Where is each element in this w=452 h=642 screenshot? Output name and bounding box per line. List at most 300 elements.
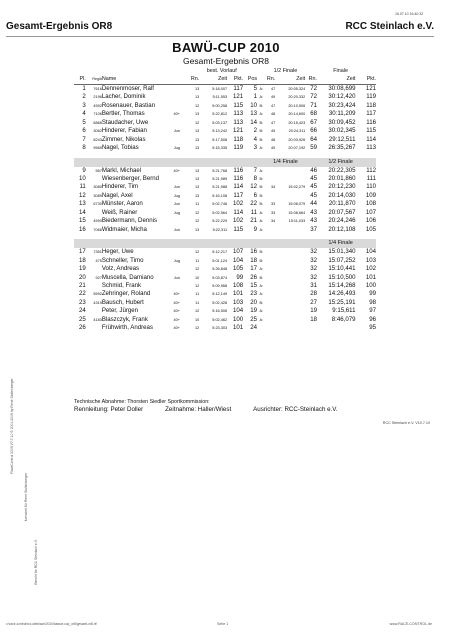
cell-reg-number: 2196 bbox=[93, 95, 102, 100]
cell-final-rounds: 28 bbox=[310, 290, 317, 298]
cell-reg-number bbox=[86, 324, 102, 332]
cell-heat-group: B: bbox=[259, 300, 264, 305]
cell-semi-rounds: 49 bbox=[271, 129, 276, 134]
cell-position: 18 bbox=[250, 256, 258, 264]
cell-final-time: 29:12,511 bbox=[328, 135, 356, 143]
cell-final-time: 30:08,699 bbox=[328, 84, 356, 92]
cell-reg-number: 475 bbox=[95, 258, 102, 263]
cell-reg-number bbox=[86, 282, 102, 290]
cell-points: 121 bbox=[232, 93, 244, 101]
cell-total-points: 106 bbox=[365, 217, 376, 225]
cell-heat-group: A: bbox=[259, 112, 264, 117]
cell-reg-number: 7066 bbox=[93, 227, 102, 232]
cell-place: 23 bbox=[78, 298, 86, 306]
cell-driver-name: Zehringer, Roland bbox=[101, 290, 151, 298]
cell-place: 13 bbox=[78, 200, 86, 208]
cell-points: 100 bbox=[232, 315, 244, 323]
cell-class: Jun bbox=[173, 185, 180, 190]
cell-final-rounds: 71 bbox=[310, 101, 317, 109]
column-header: Pl. bbox=[74, 75, 86, 84]
table-row bbox=[74, 217, 376, 225]
header-spacer bbox=[257, 67, 266, 75]
cell-semi-rounds bbox=[266, 282, 276, 290]
cell-driver-name: Muscella, Damiano bbox=[101, 273, 154, 281]
header-best-heat: best. Vorlauf bbox=[206, 68, 237, 74]
cell-semi-time bbox=[275, 282, 305, 290]
cell-position: 3 bbox=[253, 144, 258, 152]
cell-heat-group: A: bbox=[259, 86, 264, 91]
cell-semi-time: 20:14,600 bbox=[288, 112, 306, 117]
cell-position: 14 bbox=[250, 118, 258, 126]
cell-semi-time: 15:02,279 bbox=[288, 185, 306, 190]
cell-reg-number: 7616 bbox=[93, 86, 102, 91]
cell-semi-time bbox=[275, 265, 305, 273]
cell-total-points: 103 bbox=[365, 256, 376, 264]
cell-final-rounds: 32 bbox=[310, 265, 317, 273]
cell-semi-time bbox=[275, 324, 305, 332]
cell-final-rounds: 32 bbox=[310, 273, 317, 281]
cell-semi-time bbox=[275, 192, 305, 200]
cell-heat-rounds: 10 bbox=[195, 275, 200, 280]
cell-place: 8 bbox=[82, 144, 86, 152]
cell-heat-time: 5:11,553 bbox=[212, 95, 228, 100]
cell-reg-number: 8243 bbox=[93, 137, 102, 142]
cell-driver-name: Heger, Uwe bbox=[101, 248, 134, 256]
cell-driver-name: Zimmer, Nikolas bbox=[101, 135, 146, 143]
table-row bbox=[74, 119, 376, 127]
cell-final-rounds: 45 bbox=[310, 174, 317, 182]
cell-total-points: 119 bbox=[366, 93, 376, 101]
cell-total-points: 95 bbox=[369, 324, 376, 332]
cell-total-points: 96 bbox=[369, 315, 376, 323]
cell-reg-number: 4319 bbox=[93, 300, 102, 305]
cell-place: 15 bbox=[78, 217, 86, 225]
cell-position: 4 bbox=[253, 135, 258, 143]
cell-class: 40+ bbox=[173, 112, 180, 117]
cell-final-rounds: 43 bbox=[310, 217, 317, 225]
cell-class bbox=[167, 265, 186, 273]
cell-final-time: 20:22,305 bbox=[328, 166, 356, 174]
section-semifinal: 1/2 Finale bbox=[305, 158, 376, 167]
cell-semi-time: 20:10,506 bbox=[288, 103, 306, 108]
cell-driver-name: Volz, Andreas bbox=[101, 265, 140, 273]
cell-driver-name: Lacher, Dominik bbox=[101, 93, 146, 101]
cell-final-rounds: 64 bbox=[310, 135, 317, 143]
organizer: Ausrichter: RCC-Steinlach e.V. bbox=[253, 406, 338, 413]
cell-semi-rounds bbox=[266, 175, 276, 183]
section-spacer bbox=[74, 239, 305, 248]
cell-class: Jun bbox=[173, 275, 180, 280]
cell-final-rounds bbox=[305, 324, 317, 332]
cell-total-points: 99 bbox=[369, 290, 376, 298]
cell-heat-time: 5:03,137 bbox=[212, 120, 228, 125]
file-path: c:\race-control\rcc-steinlach\2010\bawue-cup_or8\gesamt-or8.rtf bbox=[6, 622, 97, 626]
cell-points: 101 bbox=[232, 290, 244, 298]
cell-driver-name: Schneller, Timo bbox=[101, 256, 144, 264]
table-row bbox=[74, 274, 376, 282]
cell-place: 16 bbox=[78, 225, 86, 233]
cell-heat-rounds: 13 bbox=[195, 86, 200, 91]
cell-heat-time: 5:21,988 bbox=[212, 185, 228, 190]
cell-place: 6 bbox=[82, 127, 86, 135]
cell-position: 15 bbox=[250, 281, 258, 289]
cell-total-points: 98 bbox=[369, 298, 376, 306]
cell-final-rounds: 72 bbox=[310, 93, 317, 101]
cell-heat-group: A: bbox=[259, 292, 264, 297]
cell-position: 25 bbox=[250, 315, 258, 323]
cell-position: 19 bbox=[250, 307, 258, 315]
cell-semi-rounds bbox=[266, 192, 276, 200]
cell-semi-rounds bbox=[266, 307, 276, 315]
cell-place: 24 bbox=[78, 307, 86, 315]
cell-reg-number: 7351 bbox=[93, 250, 102, 255]
cell-heat-group: B: bbox=[259, 185, 264, 190]
section-quarterfinal: 1/4 Finale bbox=[266, 158, 306, 167]
cell-points: 107 bbox=[232, 248, 244, 256]
cell-heat-group: B: bbox=[259, 137, 264, 142]
cell-reg-number: 6868 bbox=[93, 120, 102, 125]
cell-driver-name: Bertler, Thomas bbox=[101, 110, 145, 118]
cell-final-time: 9:15,611 bbox=[332, 307, 356, 315]
results-table-wrap bbox=[74, 67, 376, 333]
table-row bbox=[74, 282, 376, 290]
column-header: Name bbox=[102, 75, 167, 84]
cell-heat-time: 5:16,506 bbox=[212, 309, 228, 314]
cell-driver-name: Peter, Jürgen bbox=[101, 307, 139, 315]
cell-total-points: 121 bbox=[365, 84, 376, 92]
cell-heat-rounds: 13 bbox=[195, 95, 200, 100]
cell-heat-group: B: bbox=[259, 193, 264, 198]
table-row bbox=[74, 324, 376, 332]
cell-reg-number: 5592 bbox=[93, 292, 102, 297]
cell-points: 114 bbox=[233, 208, 244, 216]
cell-final-rounds: 32 bbox=[310, 248, 317, 256]
table-row bbox=[74, 316, 376, 324]
cell-final-rounds: 18 bbox=[310, 315, 317, 323]
table-row bbox=[74, 110, 376, 118]
cell-heat-rounds: 13 bbox=[195, 129, 200, 134]
cell-reg-number: 3062 bbox=[93, 129, 102, 134]
cell-heat-rounds: 12 bbox=[195, 283, 200, 288]
cell-class: Jug bbox=[173, 193, 180, 198]
cell-heat-group: A: bbox=[259, 309, 264, 314]
cell-position: 8 bbox=[253, 174, 258, 182]
cell-heat-time: 5:22,229 bbox=[212, 219, 228, 224]
cell-final-rounds: 46 bbox=[310, 166, 317, 174]
cell-class: Jun bbox=[173, 202, 180, 207]
cell-place: 7 bbox=[82, 135, 86, 143]
cell-position: 22 bbox=[250, 200, 258, 208]
section-quarterfinal: 1/4 Finale bbox=[305, 239, 376, 248]
cell-driver-name: Staudacher, Uwe bbox=[101, 118, 149, 126]
cell-class: 40+ bbox=[173, 292, 180, 297]
cell-position: 7 bbox=[253, 166, 258, 174]
section-header-row bbox=[74, 158, 376, 167]
cell-driver-name: Wiesenberger, Bernd bbox=[101, 174, 160, 182]
cell-reg-number: 6730 bbox=[93, 202, 102, 207]
cell-heat-group: B: bbox=[259, 275, 264, 280]
cell-points: 113 bbox=[233, 118, 244, 126]
cell-driver-name: Weiß, Rainer bbox=[101, 208, 138, 216]
officials-line bbox=[74, 406, 360, 413]
cell-semi-rounds bbox=[266, 299, 276, 307]
cell-semi-time bbox=[275, 299, 305, 307]
cell-semi-rounds: 49 bbox=[271, 146, 276, 151]
cell-final-rounds: 32 bbox=[310, 256, 317, 264]
cell-position: 11 bbox=[250, 208, 258, 216]
cell-heat-group: A: bbox=[259, 168, 264, 173]
cell-total-points: 102 bbox=[365, 265, 376, 273]
cell-class bbox=[167, 119, 186, 127]
cell-heat-time: 5:21,989 bbox=[212, 176, 228, 181]
cell-total-points: 108 bbox=[365, 200, 376, 208]
column-header: Rn. bbox=[186, 75, 199, 84]
cell-semi-time bbox=[275, 175, 305, 183]
table-row bbox=[74, 226, 376, 234]
column-header: Zeit bbox=[317, 75, 356, 84]
table-row bbox=[74, 144, 376, 152]
technical-acceptance: Technische Abnahme: Thorsten Siedler Sportkommission: bbox=[74, 399, 210, 405]
cell-points: 115 bbox=[233, 101, 244, 109]
cell-total-points: 111 bbox=[366, 174, 376, 182]
cell-reg-number bbox=[86, 175, 102, 183]
cell-semi-rounds: 34 bbox=[271, 185, 276, 190]
cell-final-time: 30:09,452 bbox=[328, 118, 356, 126]
cell-final-time: 15:25,191 bbox=[328, 298, 356, 306]
cell-heat-time: 5:17,508 bbox=[212, 137, 228, 142]
cell-driver-name: Hinderer, Tim bbox=[101, 183, 139, 191]
cell-final-rounds: 72 bbox=[310, 84, 317, 92]
cell-total-points: 97 bbox=[369, 307, 376, 315]
cell-final-rounds: 68 bbox=[310, 110, 317, 118]
cell-heat-group: B: bbox=[259, 258, 264, 263]
header-semifinal: 1/2 Finale bbox=[273, 68, 298, 74]
cell-class bbox=[167, 102, 186, 110]
side-note-license: lizenziert für Rene Stollenberger bbox=[24, 472, 28, 522]
table-row bbox=[74, 299, 376, 307]
cell-semi-rounds bbox=[266, 265, 276, 273]
cell-semi-time bbox=[275, 248, 305, 256]
table-row bbox=[74, 84, 376, 93]
cell-position: 24 bbox=[250, 324, 258, 332]
table-row bbox=[74, 183, 376, 191]
cell-final-time: 14:26,493 bbox=[328, 290, 356, 298]
cell-driver-name: Frühwirth, Andreas bbox=[101, 324, 153, 332]
cell-class: Jun bbox=[173, 227, 180, 232]
cell-total-points: 105 bbox=[365, 225, 376, 233]
column-header: Rn. bbox=[266, 76, 276, 83]
cell-semi-rounds bbox=[266, 248, 276, 256]
column-header: Regi# bbox=[86, 75, 102, 84]
cell-driver-name: Widmaier, Micha bbox=[101, 225, 147, 233]
cell-final-rounds: 44 bbox=[310, 200, 317, 208]
cell-heat-group: A: bbox=[259, 146, 264, 151]
cell-semi-time bbox=[275, 290, 305, 298]
cell-points: 117 bbox=[233, 191, 244, 199]
cell-heat-rounds: 13 bbox=[195, 227, 200, 232]
cell-semi-time bbox=[275, 316, 305, 324]
cell-heat-group: B: bbox=[259, 250, 264, 255]
cell-place: 2 bbox=[82, 93, 86, 101]
cell-points: 101 bbox=[232, 324, 244, 332]
cell-semi-time: 20:07,192 bbox=[288, 146, 306, 151]
table-row bbox=[74, 290, 376, 298]
table-row bbox=[74, 209, 376, 217]
cell-semi-rounds bbox=[266, 167, 276, 175]
cell-heat-rounds: 12 bbox=[195, 210, 200, 215]
cell-place: 26 bbox=[78, 324, 86, 332]
section-spacer bbox=[74, 158, 266, 167]
cell-final-time: 15:10,500 bbox=[328, 273, 356, 281]
cell-points: 108 bbox=[232, 281, 244, 289]
cell-final-rounds: 19 bbox=[310, 307, 317, 315]
cell-class bbox=[167, 248, 186, 256]
cell-place: 20 bbox=[78, 273, 86, 281]
cell-semi-time bbox=[275, 274, 305, 282]
cell-reg-number: 927 bbox=[95, 275, 102, 280]
cell-heat-rounds: 13 bbox=[195, 185, 200, 190]
cell-position: 26 bbox=[250, 273, 258, 281]
cell-final-rounds: 27 bbox=[310, 298, 317, 306]
cell-heat-group: B: bbox=[259, 120, 264, 125]
cell-final-time bbox=[317, 324, 356, 332]
cell-final-time: 20:12,108 bbox=[328, 225, 356, 233]
cell-heat-time: 5:01,124 bbox=[212, 258, 228, 263]
column-header: Pkt. bbox=[227, 75, 243, 84]
cell-semi-time: 20:03,926 bbox=[288, 137, 306, 142]
cell-total-points: 110 bbox=[366, 183, 376, 191]
cell-final-time: 26:35,267 bbox=[328, 144, 356, 152]
cell-semi-time: 15:08,664 bbox=[288, 210, 306, 215]
cell-position: 10 bbox=[250, 101, 258, 109]
table-row bbox=[74, 136, 376, 144]
cell-points: 105 bbox=[232, 265, 244, 273]
cell-heat-rounds: 13 bbox=[195, 112, 200, 117]
cell-heat-time: 5:22,311 bbox=[212, 227, 228, 232]
table-row bbox=[74, 93, 376, 101]
cell-heat-group: B: bbox=[259, 176, 264, 181]
table-row bbox=[74, 307, 376, 315]
cell-driver-name: Rosenauer, Bastian bbox=[101, 101, 155, 109]
cell-reg-number: 567 bbox=[95, 168, 102, 173]
cell-heat-time: 5:16,108 bbox=[212, 193, 228, 198]
cell-place: 12 bbox=[78, 191, 86, 199]
race-director: Rennleitung: Peter Doller bbox=[74, 406, 144, 413]
cell-final-time: 30:12,420 bbox=[328, 93, 356, 101]
cell-semi-rounds: 33 bbox=[271, 210, 276, 215]
cell-points: 114 bbox=[233, 183, 244, 191]
cell-class: Jug bbox=[173, 258, 180, 263]
cell-heat-rounds: 13 bbox=[195, 137, 200, 142]
cell-class bbox=[167, 93, 186, 101]
cell-heat-time: 5:02,428 bbox=[212, 300, 228, 305]
cell-heat-time: 5:12,149 bbox=[212, 292, 228, 297]
cell-heat-group: A: bbox=[259, 227, 264, 232]
column-header: Zeit bbox=[199, 75, 227, 84]
cell-points: 117 bbox=[233, 84, 244, 92]
cell-heat-rounds: 12 bbox=[195, 120, 200, 125]
cell-heat-time: 5:15,335 bbox=[212, 146, 228, 151]
cell-total-points: 112 bbox=[366, 166, 376, 174]
cell-place: 11 bbox=[79, 183, 86, 191]
cell-final-time: 15:01,340 bbox=[328, 248, 356, 256]
section-header-row bbox=[74, 239, 376, 248]
cell-final-rounds: 67 bbox=[310, 118, 317, 126]
cell-final-rounds: 66 bbox=[310, 127, 317, 135]
column-header: Pkt. bbox=[356, 75, 376, 84]
cell-semi-time: 15:06,079 bbox=[288, 202, 306, 207]
cell-place: 3 bbox=[82, 101, 86, 109]
cell-semi-rounds: 48 bbox=[271, 137, 276, 142]
cell-class: 40+ bbox=[173, 168, 180, 173]
cell-heat-group: B: bbox=[259, 103, 264, 108]
cell-heat-group: A: bbox=[259, 317, 264, 322]
table-row bbox=[74, 167, 376, 175]
cell-final-time: 20:11,870 bbox=[328, 200, 356, 208]
cell-semi-rounds bbox=[266, 257, 276, 265]
table-row bbox=[74, 102, 376, 110]
side-note-report: Bericht für RCC Steinlach e.V. bbox=[34, 539, 38, 585]
print-timestamp: 16.07.10 16:40:32 bbox=[395, 12, 424, 16]
cell-reg-number: 4590 bbox=[93, 219, 102, 224]
cell-semi-rounds: 47 bbox=[271, 86, 276, 91]
cell-heat-rounds: 10 bbox=[195, 317, 200, 322]
cell-points: 119 bbox=[233, 144, 244, 152]
cell-final-time: 15:07,252 bbox=[328, 256, 356, 264]
cell-semi-rounds bbox=[266, 274, 276, 282]
table-header-row bbox=[74, 67, 376, 75]
column-header bbox=[257, 75, 266, 84]
cell-semi-time bbox=[275, 257, 305, 265]
cell-semi-time: 20:20,332 bbox=[288, 95, 306, 100]
cell-semi-time bbox=[275, 167, 305, 175]
cell-heat-time: 5:18,007 bbox=[212, 86, 228, 91]
cell-final-time: 20:01,860 bbox=[328, 174, 356, 182]
cell-place: 9 bbox=[82, 166, 86, 174]
cell-place: 25 bbox=[78, 315, 86, 323]
cell-final-rounds: 37 bbox=[310, 225, 317, 233]
cell-points: 118 bbox=[233, 135, 244, 143]
page-title: BAWÜ-CUP 2010 bbox=[172, 40, 280, 55]
cell-position: 20 bbox=[250, 298, 258, 306]
cell-position: 12 bbox=[250, 183, 258, 191]
cell-heat-rounds: 13 bbox=[195, 176, 200, 181]
cell-points: 104 bbox=[232, 307, 244, 315]
cell-position: 16 bbox=[250, 248, 258, 256]
cell-place: 4 bbox=[82, 110, 86, 118]
table-row bbox=[74, 127, 376, 135]
cell-final-time: 20:12,230 bbox=[328, 183, 356, 191]
table-header-row bbox=[74, 75, 376, 84]
cell-total-points: 118 bbox=[366, 101, 376, 109]
cell-final-time: 15:14,268 bbox=[328, 281, 356, 289]
cell-class bbox=[167, 136, 186, 144]
cell-reg-number bbox=[86, 307, 102, 315]
cell-points: 113 bbox=[233, 110, 244, 118]
cell-heat-rounds: 11 bbox=[195, 292, 200, 297]
cell-final-time: 30:23,424 bbox=[328, 101, 356, 109]
cell-position: 21 bbox=[250, 217, 258, 225]
table-row bbox=[74, 192, 376, 200]
cell-heat-rounds: 12 bbox=[195, 250, 200, 255]
cell-total-points: 107 bbox=[365, 208, 376, 216]
cell-position: 1 bbox=[253, 93, 258, 101]
cell-heat-time: 5:02,746 bbox=[212, 202, 228, 207]
cell-heat-rounds: 12 bbox=[195, 309, 200, 314]
footer-link[interactable]: www.RACE-CONTROL.de bbox=[389, 622, 432, 626]
cell-heat-group: A: bbox=[259, 210, 264, 215]
cell-heat-time: 5:23,303 bbox=[212, 326, 228, 331]
